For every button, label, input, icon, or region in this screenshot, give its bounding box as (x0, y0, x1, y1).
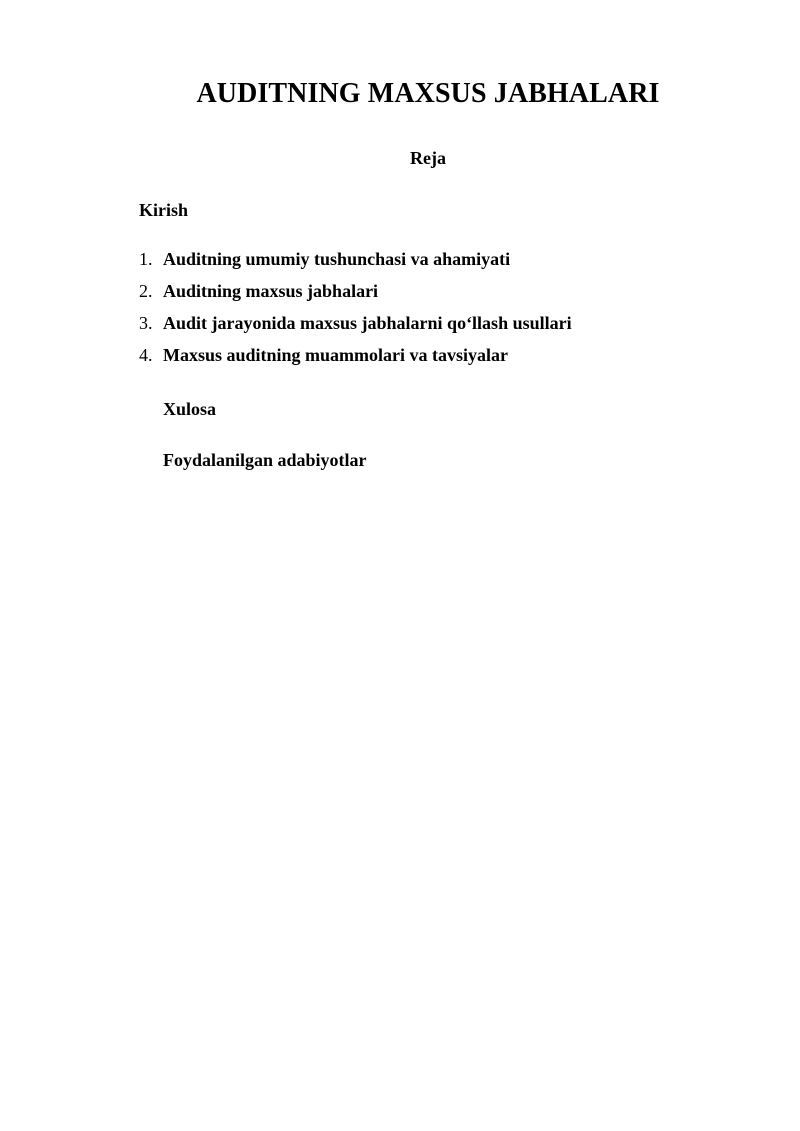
toc-item-number: 4. (139, 345, 153, 365)
table-of-contents (139, 248, 572, 376)
toc-item-number: 2. (139, 281, 153, 301)
conclusion-heading: Xulosa (163, 399, 217, 419)
references-heading: Foydalanilgan adabiyotlar (163, 450, 367, 470)
toc-item-label: Auditning maxsus jabhalari (163, 281, 379, 301)
plan-heading: Reja (410, 148, 446, 168)
page-title: AUDITNING MAXSUS JABHALARI (196, 78, 660, 109)
toc-item-label: Auditning umumiy tushunchasi va ahamiyati (163, 249, 511, 269)
toc-item-label: Maxsus auditning muammolari va tavsiyalar (163, 345, 509, 365)
toc-item-2 (139, 280, 572, 312)
toc-item-3 (139, 312, 572, 344)
toc-item-number: 1. (139, 249, 153, 269)
intro-heading: Kirish (139, 200, 189, 220)
toc-item-number: 3. (139, 313, 153, 333)
toc-item-label: Audit jarayonida maxsus jabhalarni qo‘llash usullari (163, 313, 572, 333)
toc-item-4 (139, 344, 572, 376)
toc-item-1 (139, 248, 572, 280)
